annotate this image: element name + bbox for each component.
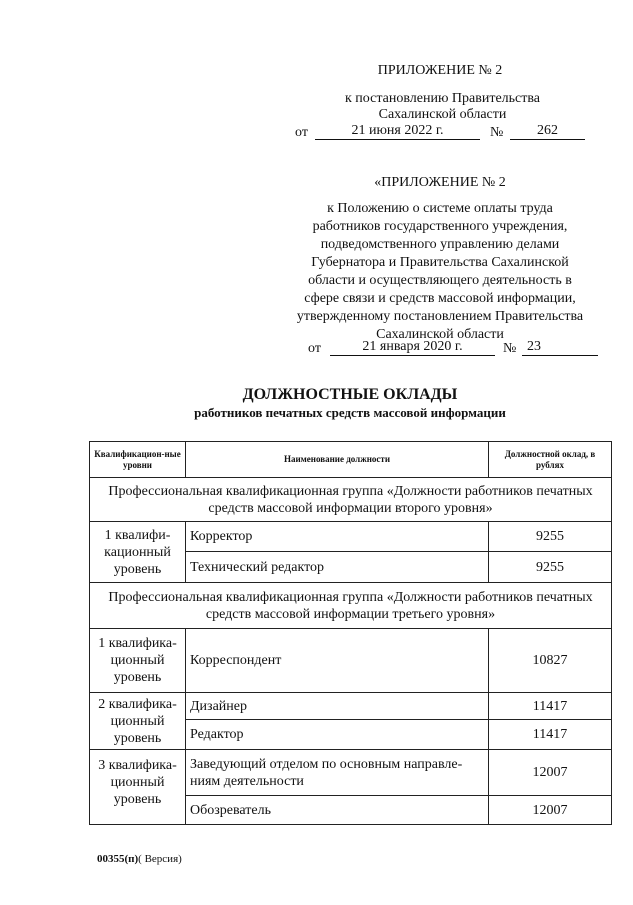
appendix2-line: подведомственного управлению делами <box>320 237 560 252</box>
appendix2-line: к Положению о системе оплаты труда <box>327 201 553 216</box>
qualification-level: 2 квалифика-ционный уровень <box>90 693 186 750</box>
salary-cell: 12007 <box>489 796 612 825</box>
appendix2-from-label: от <box>308 341 321 356</box>
table-row <box>90 750 612 796</box>
salary-table <box>89 441 612 825</box>
table-row <box>90 693 612 720</box>
appendix2-line: области и осуществляющего деятельность в <box>308 273 572 288</box>
appendix2-line: сфере связи и средств массовой информации, <box>304 291 576 306</box>
salary-cell: 9255 <box>489 552 612 583</box>
appendix1-line2: Сахалинской области <box>378 107 507 122</box>
appendix1-number: 262 <box>537 123 558 138</box>
appendix1-date: 21 июня 2022 г. <box>351 123 444 138</box>
header-salary: Должностной оклад, в рублях <box>489 442 612 478</box>
salary-cell: 11417 <box>489 720 612 750</box>
table-row <box>90 629 612 693</box>
position-cell: Заведующий отделом по основным направле-ниям деятельности <box>186 750 489 796</box>
qualification-level: 3 квалифика-ционный уровень <box>90 750 186 825</box>
salary-cell: 12007 <box>489 750 612 796</box>
appendix2-lines <box>280 200 600 344</box>
qualification-level: 1 квалифи-кационный уровень <box>90 522 186 583</box>
appendix2-line: Сахалинской области <box>376 327 504 342</box>
salary-cell: 11417 <box>489 693 612 720</box>
position-cell: Технический редактор <box>186 552 489 583</box>
appendix1-num-label: № <box>490 125 504 140</box>
position-cell: Корреспондент <box>186 629 489 693</box>
appendix2-date: 21 января 2020 г. <box>362 339 463 354</box>
position-cell: Обозреватель <box>186 796 489 825</box>
table-row <box>90 522 612 552</box>
appendix2-line: утвержденному постановлением Правительства <box>296 309 584 324</box>
qualification-level: 1 квалифика-ционный уровень <box>90 629 186 693</box>
document-footer <box>97 853 182 865</box>
page-subtitle: работников печатных средств массовой информации <box>194 405 506 420</box>
salary-cell: 10827 <box>489 629 612 693</box>
page-title: ДОЛЖНОСТНЫЕ ОКЛАДЫ <box>242 386 458 403</box>
group-title-third-level: Профессиональная квалификационная группа «Должности работников печатных средств массовой информации третьего уровня» <box>90 583 612 629</box>
table-header-row <box>90 442 612 478</box>
appendix1-line1: к постановлению Правительства <box>344 91 541 106</box>
appendix1-title: ПРИЛОЖЕНИЕ № 2 <box>377 63 503 78</box>
document-version: ( Версия) <box>138 853 182 865</box>
header-level: Квалификацион-ные уровни <box>90 442 186 478</box>
appendix2-title: «ПРИЛОЖЕНИЕ № 2 <box>374 175 506 190</box>
group-row <box>90 583 612 629</box>
group-title-second-level: Профессиональная квалификационная группа «Должности работников печатных средств массовой информации второго уровня» <box>90 478 612 522</box>
document-code: 00355(п) <box>97 853 139 865</box>
appendix2-line: Губернатора и Правительства Сахалинской <box>311 255 569 270</box>
group-row <box>90 478 612 522</box>
position-cell: Дизайнер <box>186 693 489 720</box>
appendix2-number: 23 <box>527 339 541 354</box>
appendix2-line: работников государственного учреждения, <box>312 219 568 234</box>
appendix1-from-label: от <box>295 125 308 140</box>
salary-cell: 9255 <box>489 522 612 552</box>
position-cell: Редактор <box>186 720 489 750</box>
position-cell: Корректор <box>186 522 489 552</box>
appendix2-num-label: № <box>503 341 517 356</box>
header-position: Наименование должности <box>186 442 489 478</box>
